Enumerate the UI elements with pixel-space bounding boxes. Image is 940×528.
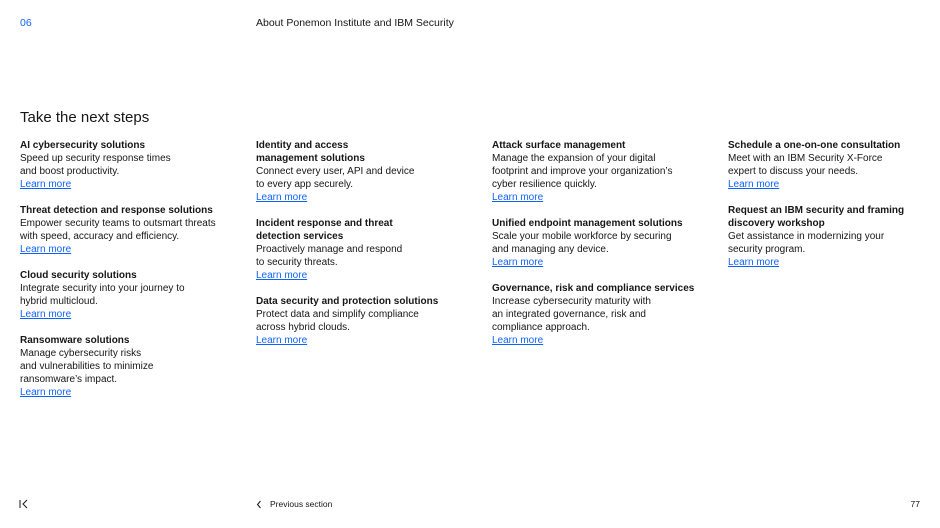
page-number: 77 — [910, 499, 920, 509]
learn-more-link[interactable]: Learn more — [492, 335, 544, 346]
block-description: Scale your mobile workforce by securing and managing any device. — [492, 231, 672, 255]
link-block — [20, 334, 232, 399]
column-2 — [256, 139, 468, 347]
learn-more-link[interactable]: Learn more — [256, 270, 308, 281]
block-description: Get assistance in modernizing your security program. — [728, 231, 885, 255]
block-title: Unified endpoint management solutions — [492, 218, 683, 229]
link-block — [492, 139, 704, 204]
column-1 — [20, 139, 232, 399]
block-title: Cloud security solutions — [20, 270, 137, 281]
block-description: Integrate security into your journey to hybrid multicloud. — [20, 283, 185, 307]
previous-section-link[interactable] — [256, 499, 332, 509]
block-description: Protect data and simplify compliance across hybrid clouds. — [256, 309, 419, 333]
block-description: Manage cybersecurity risks and vulnerabilities to minimize ransomware’s impact. — [20, 348, 154, 385]
block-description: Meet with an IBM Security X-Force expert to discuss your needs. — [728, 153, 883, 177]
block-title: Threat detection and response solutions — [20, 205, 213, 216]
section-heading: Take the next steps — [20, 109, 150, 126]
learn-more-link[interactable]: Learn more — [20, 387, 72, 398]
link-block — [256, 217, 468, 282]
link-block — [256, 295, 468, 347]
first-page-icon[interactable] — [18, 497, 30, 511]
link-block — [20, 269, 232, 321]
learn-more-link[interactable]: Learn more — [20, 179, 72, 190]
block-description: Proactively manage and respond to security threats. — [256, 244, 403, 268]
learn-more-link[interactable]: Learn more — [728, 257, 780, 268]
chevron-left-icon — [256, 500, 262, 509]
learn-more-link[interactable]: Learn more — [728, 179, 780, 190]
block-description: Increase cybersecurity maturity with an integrated governance, risk and compliance approach. — [492, 296, 651, 333]
learn-more-link[interactable]: Learn more — [492, 192, 544, 203]
block-title: Attack surface management — [492, 140, 626, 151]
link-block — [256, 139, 468, 204]
block-title: Identity and access management solutions — [256, 140, 365, 164]
column-4 — [728, 139, 940, 269]
block-title: Data security and protection solutions — [256, 296, 439, 307]
learn-more-link[interactable]: Learn more — [492, 257, 544, 268]
block-title: Incident response and threat detection services — [256, 218, 393, 242]
link-block — [492, 217, 704, 269]
block-description: Manage the expansion of your digital footprint and improve your organization’s cyber resilience quickly. — [492, 153, 673, 190]
link-block — [20, 139, 232, 191]
block-description: Empower security teams to outsmart threats with speed, accuracy and efficiency. — [20, 218, 216, 242]
learn-more-link[interactable]: Learn more — [256, 192, 308, 203]
block-title: Request an IBM security and framing discovery workshop — [728, 205, 905, 229]
section-number: 06 — [20, 17, 32, 29]
column-3 — [492, 139, 704, 347]
learn-more-link[interactable]: Learn more — [256, 335, 308, 346]
header-title: About Ponemon Institute and IBM Security — [256, 17, 454, 29]
learn-more-link[interactable]: Learn more — [20, 309, 72, 320]
previous-section-label: Previous section — [270, 499, 333, 509]
link-block — [20, 204, 232, 256]
link-block — [492, 282, 704, 347]
link-block — [728, 204, 940, 269]
block-description: Connect every user, API and device to every app securely. — [256, 166, 415, 190]
learn-more-link[interactable]: Learn more — [20, 244, 72, 255]
link-block — [728, 139, 940, 191]
block-title: Schedule a one-on-one consultation — [728, 140, 901, 151]
block-title: AI cybersecurity solutions — [20, 140, 146, 151]
block-title: Governance, risk and compliance services — [492, 283, 695, 294]
block-title: Ransomware solutions — [20, 335, 130, 346]
block-description: Speed up security response times and boost productivity. — [20, 153, 171, 177]
